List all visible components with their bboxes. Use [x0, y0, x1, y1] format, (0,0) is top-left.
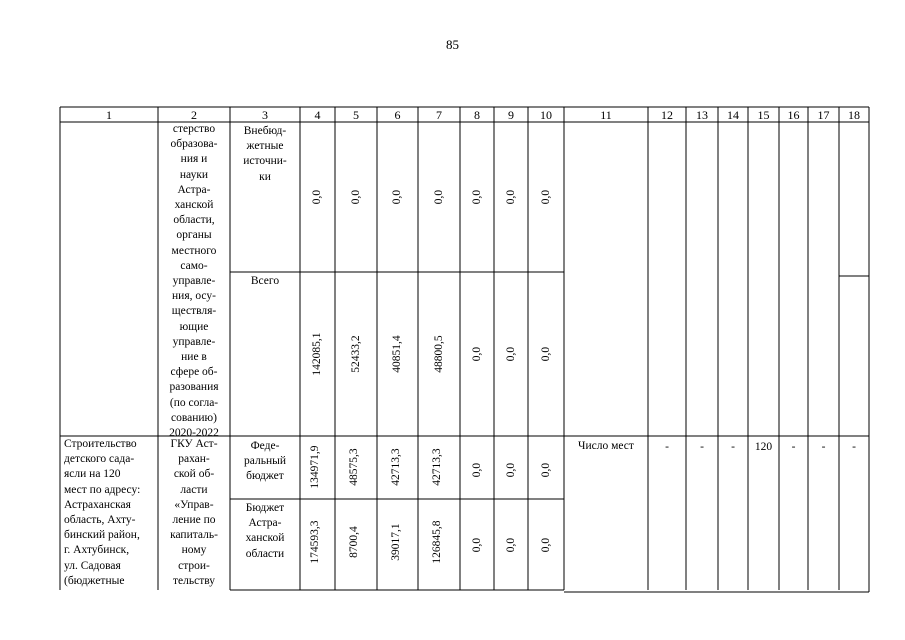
row2a-value-col5: 48575,3: [348, 448, 360, 486]
text-line: разования: [169, 381, 219, 394]
col-header-18: 18: [848, 108, 860, 122]
row1b-value-col9: 0,0: [505, 346, 517, 362]
text-line: органы: [176, 229, 212, 242]
text-line: строи-: [178, 559, 210, 572]
indicator-value-col12: -: [665, 441, 669, 453]
text-line: ханской: [245, 532, 285, 545]
indicator-value-col13: -: [700, 441, 704, 453]
text-line: управле-: [172, 275, 216, 288]
text-line: детского сада-: [64, 453, 135, 466]
row2-executor-cell: [158, 437, 230, 589]
text-line: само-: [180, 259, 208, 272]
row2b-value-col10: 0,0: [540, 537, 552, 553]
row2b-value-col9: 0,0: [505, 537, 517, 553]
indicator-value-col18: -: [852, 441, 856, 453]
text-line: тельству: [172, 574, 216, 587]
col-header-14: 14: [727, 108, 739, 122]
text-line: ральный: [244, 455, 286, 468]
col-header-17: 17: [817, 108, 830, 122]
text-line: ние в: [181, 351, 207, 364]
col-header-11: 11: [600, 108, 612, 122]
text-line: бинский район,: [64, 529, 140, 542]
text-line: Астра-: [248, 517, 282, 530]
indicator-value-col15: 120: [754, 441, 773, 453]
row1b-value-col10: 0,0: [540, 346, 552, 362]
text-line: Феде-: [250, 440, 280, 452]
text-line: Астраханская: [64, 498, 131, 511]
col-header-12: 12: [661, 108, 673, 122]
row1b-value-col8: 0,0: [471, 346, 483, 362]
text-line: сованию): [171, 411, 217, 424]
text-line: области: [245, 547, 285, 560]
text-line: область, Ахту-: [64, 514, 136, 527]
text-line: ласти: [180, 483, 208, 496]
text-line: «Управ-: [174, 498, 214, 511]
col-header-9: 9: [508, 108, 514, 122]
row1a-value-col8: 0,0: [471, 189, 483, 205]
text-line: жетные: [246, 140, 284, 153]
row1a-value-col5: 0,0: [350, 189, 362, 205]
text-line: ному: [181, 544, 207, 557]
text-line: ханской: [174, 199, 214, 212]
row1-executor-cell: [158, 122, 230, 441]
row1a-value-col4: 0,0: [311, 189, 323, 205]
text-line: ществля-: [171, 305, 217, 318]
text-line: ской об-: [173, 468, 215, 481]
row1a-source-cell: [230, 124, 300, 185]
text-line: мест по адресу:: [64, 483, 141, 496]
row1b-value-col7: 48800,5: [433, 335, 445, 373]
row1a-value-col10: 0,0: [540, 189, 552, 205]
row2a-source-cell: [230, 439, 300, 485]
text-line: Бюджет: [245, 502, 285, 514]
row2b-source-cell: [230, 501, 300, 562]
col-header-1: 1: [106, 108, 112, 122]
row1b-value-col4: 142085,1: [311, 332, 323, 376]
col-header-2: 2: [191, 108, 197, 122]
row2-object-cell: [64, 437, 158, 589]
text-line: ющие: [179, 320, 209, 333]
row2b-value-col8: 0,0: [471, 537, 483, 553]
col-header-15: 15: [757, 108, 770, 122]
col-header-3: 3: [262, 108, 268, 122]
text-line: (бюджетные: [64, 574, 125, 587]
col-header-5: 5: [353, 108, 359, 122]
row1a-value-col6: 0,0: [391, 189, 403, 205]
row2a-value-col6: 42713,3: [390, 448, 402, 486]
row2b-value-col4: 174593,3: [309, 520, 321, 564]
col-header-6: 6: [394, 108, 401, 122]
text-line: рахан-: [178, 453, 210, 466]
row2a-value-col9: 0,0: [505, 462, 517, 478]
text-line: Астра-: [177, 183, 211, 196]
text-line: Внебюд-: [243, 125, 287, 137]
text-line: ясли на 120: [64, 468, 121, 481]
row2b-value-col6: 39017,1: [390, 523, 402, 561]
col-header-4: 4: [314, 108, 321, 122]
row2a-value-col7: 42713,3: [431, 448, 443, 486]
text-line: ки: [259, 170, 271, 183]
row2a-value-col8: 0,0: [471, 462, 483, 478]
text-line: области,: [173, 214, 215, 227]
text-line: ния, осу-: [172, 290, 216, 303]
text-line: сфере об-: [170, 366, 218, 379]
row1b-source-cell: [230, 274, 300, 289]
text-line: Строительство: [64, 438, 137, 450]
text-line: Всего: [250, 275, 280, 287]
text-line: стерство: [172, 123, 216, 135]
col-header-7: 7: [436, 108, 442, 122]
row2b-value-col5: 8700,4: [348, 526, 360, 558]
text-line: местного: [171, 244, 217, 257]
row2a-value-col10: 0,0: [540, 462, 552, 478]
row2a-value-col4: 134971,9: [309, 445, 321, 489]
text-line: ул. Садовая: [64, 559, 121, 572]
indicator-value-col14: -: [731, 441, 735, 453]
col-header-8: 8: [474, 108, 480, 122]
text-line: (по согла-: [169, 396, 219, 409]
text-line: ния и: [180, 153, 208, 166]
row1b-value-col5: 52433,2: [350, 335, 362, 373]
row1a-value-col7: 0,0: [433, 189, 445, 205]
col-header-16: 16: [787, 108, 800, 122]
text-line: науки: [179, 168, 209, 181]
page-number: 85: [446, 37, 459, 52]
indicator-value-col17: -: [821, 441, 826, 453]
text-line: образова-: [170, 138, 218, 151]
col-header-10: 10: [540, 108, 552, 122]
row2b-value-col7: 126845,8: [431, 520, 443, 564]
indicator-value-col16: -: [791, 441, 796, 453]
text-line: ГКУ Аст-: [170, 438, 218, 450]
text-line: управле-: [172, 335, 216, 348]
text-line: ление по: [172, 514, 216, 527]
row1b-value-col6: 40851,4: [391, 335, 403, 373]
row1a-value-col9: 0,0: [505, 189, 517, 205]
text-line: капиталь-: [170, 529, 218, 542]
text-line: бюджет: [246, 470, 284, 483]
text-line: источни-: [243, 155, 287, 168]
indicator-name: Число мест: [578, 440, 634, 452]
text-line: 2020-2022: [169, 427, 219, 440]
text-line: г. Ахтубинск,: [64, 544, 130, 557]
col-header-13: 13: [696, 108, 708, 122]
